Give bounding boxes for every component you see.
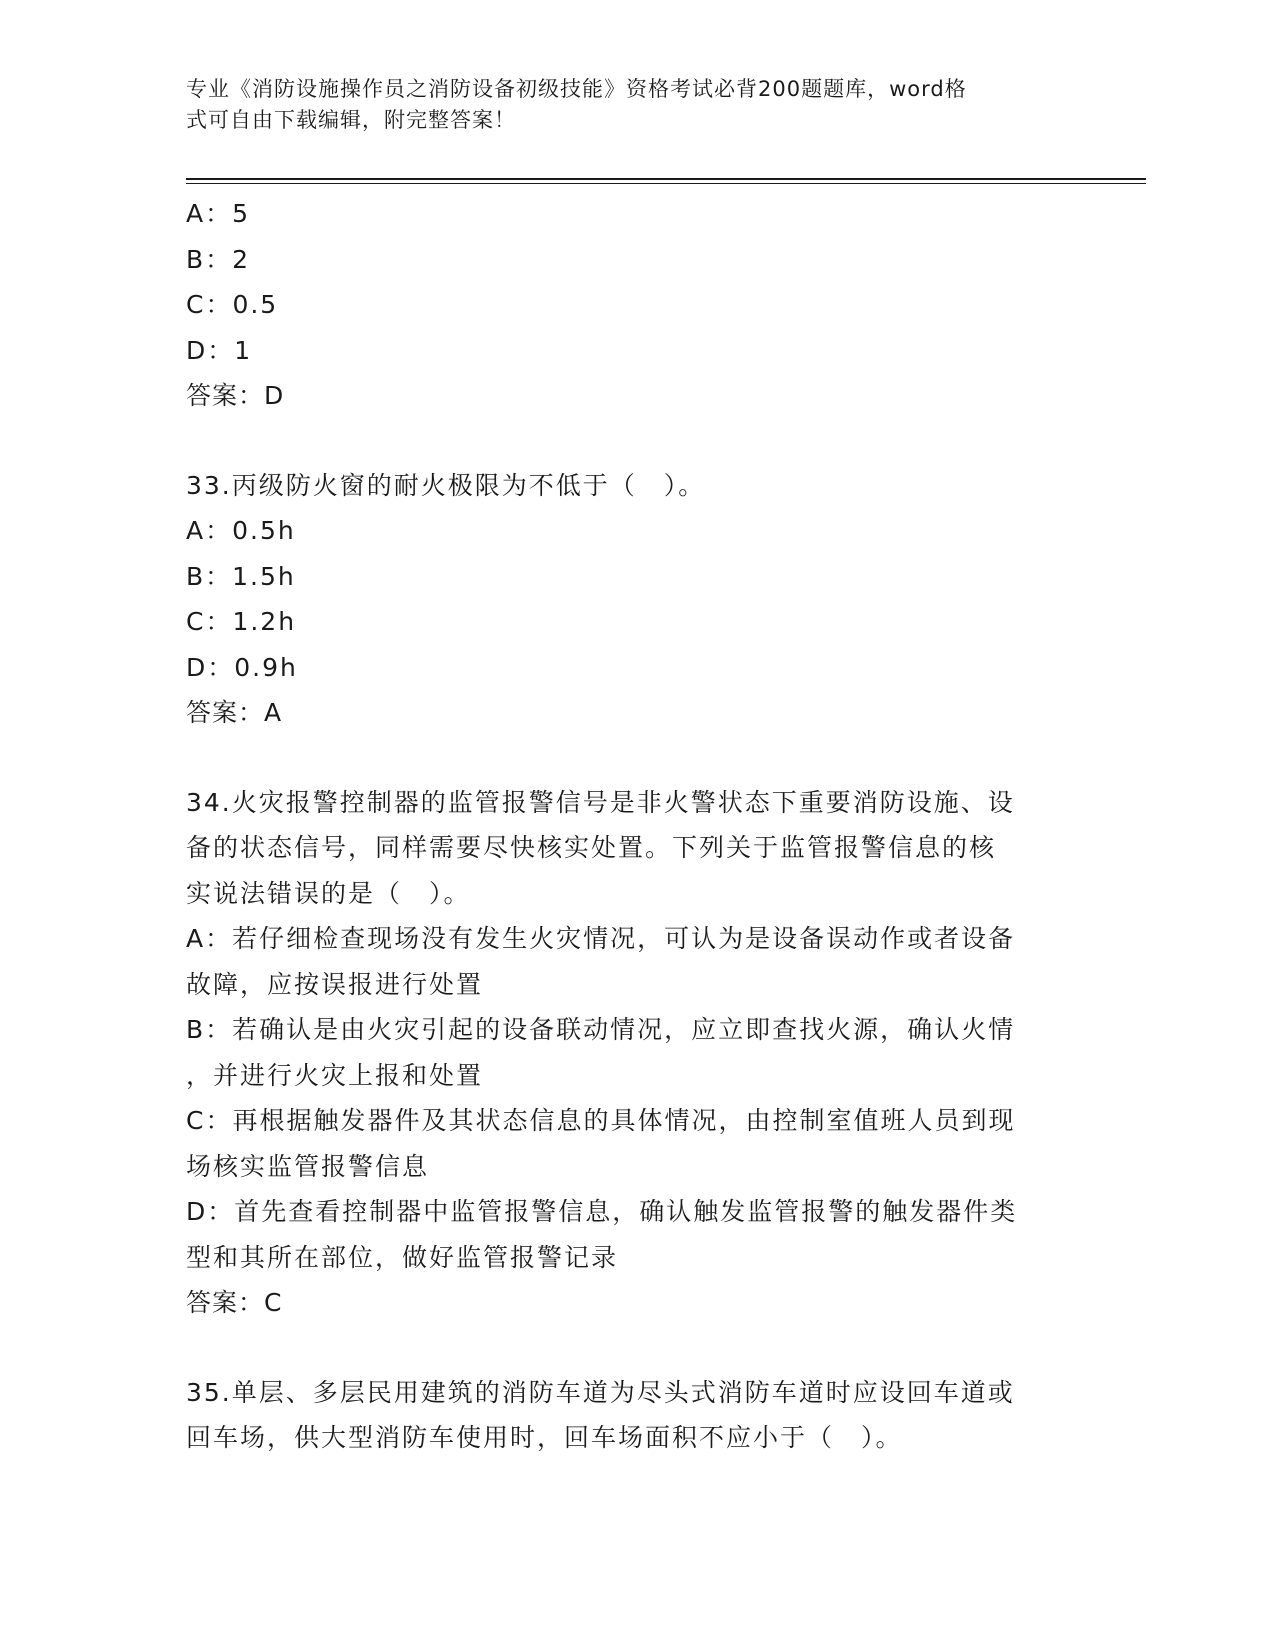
answer-text: 答案：C bbox=[186, 1288, 283, 1317]
option-a-line-2: 故障，应按误报进行处置 bbox=[186, 969, 484, 999]
option-a-line-1: A：若仔细检查现场没有发生火灾情况，可认为是设备误动作或者设备 bbox=[186, 924, 1016, 953]
answer-text: 答案：D bbox=[186, 381, 285, 410]
spacer bbox=[186, 419, 1086, 463]
option-b-line-1: B：若确认是由火灾引起的设备联动情况，应立即查找火源，确认火情 bbox=[186, 1015, 1016, 1044]
header-line-1: 专业《消防设施操作员之消防设备初级技能》资格考试必背200题题库，word格 bbox=[186, 77, 967, 101]
option-c-line-2: 场核实监管报警信息 bbox=[186, 1151, 430, 1181]
option-d-line-2: 型和其所在部位，做好监管报警记录 bbox=[186, 1242, 619, 1272]
spacer bbox=[186, 736, 1086, 780]
question-text-line-2: 备的状态信号，同样需要尽快核实处置。下列关于监管报警信息的核 bbox=[186, 833, 997, 862]
document-header bbox=[186, 74, 1066, 136]
question-block-32 bbox=[186, 191, 1086, 419]
header-divider-thick bbox=[186, 178, 1146, 180]
header-divider-thin bbox=[186, 183, 1146, 184]
question-text: 33.丙级防火窗的耐火极限为不低于（ ）。 bbox=[186, 470, 706, 500]
question-content bbox=[186, 191, 1086, 1461]
question-block-33 bbox=[186, 463, 1086, 736]
question-text-line-1: 35.单层、多层民用建筑的消防车道为尽头式消防车道时应设回车道或 bbox=[186, 1377, 1015, 1407]
question-block-34 bbox=[186, 780, 1086, 1326]
option-d-line-1: D：首先查看控制器中监管报警信息，确认触发监管报警的触发器件类 bbox=[186, 1197, 1018, 1226]
question-text-line-3: 实说法错误的是（ ）。 bbox=[186, 878, 471, 908]
option-c: C：0.5 bbox=[186, 290, 279, 319]
option-d: D：0.9h bbox=[186, 652, 298, 682]
option-a: A：0.5h bbox=[186, 516, 296, 545]
option-d: D：1 bbox=[186, 335, 253, 365]
answer-text: 答案：A bbox=[186, 698, 283, 727]
question-text-line-1: 34.火灾报警控制器的监管报警信号是非火警状态下重要消防设施、设 bbox=[186, 787, 1015, 817]
option-b-line-2: ，并进行火灾上报和处置 bbox=[186, 1060, 484, 1090]
option-b: B：2 bbox=[186, 244, 251, 274]
option-b: B：1.5h bbox=[186, 561, 296, 591]
option-a: A：5 bbox=[186, 199, 251, 228]
header-line-2: 式可自由下载编辑，附完整答案！ bbox=[186, 108, 516, 132]
spacer bbox=[186, 1326, 1086, 1370]
option-c: C：1.2h bbox=[186, 607, 297, 636]
option-c-line-1: C：再根据触发器件及其状态信息的具体情况，由控制室值班人员到现 bbox=[186, 1106, 1016, 1135]
question-block-35 bbox=[186, 1370, 1086, 1461]
question-text-line-2: 回车场，供大型消防车使用时，回车场面积不应小于（ ）。 bbox=[186, 1423, 903, 1452]
